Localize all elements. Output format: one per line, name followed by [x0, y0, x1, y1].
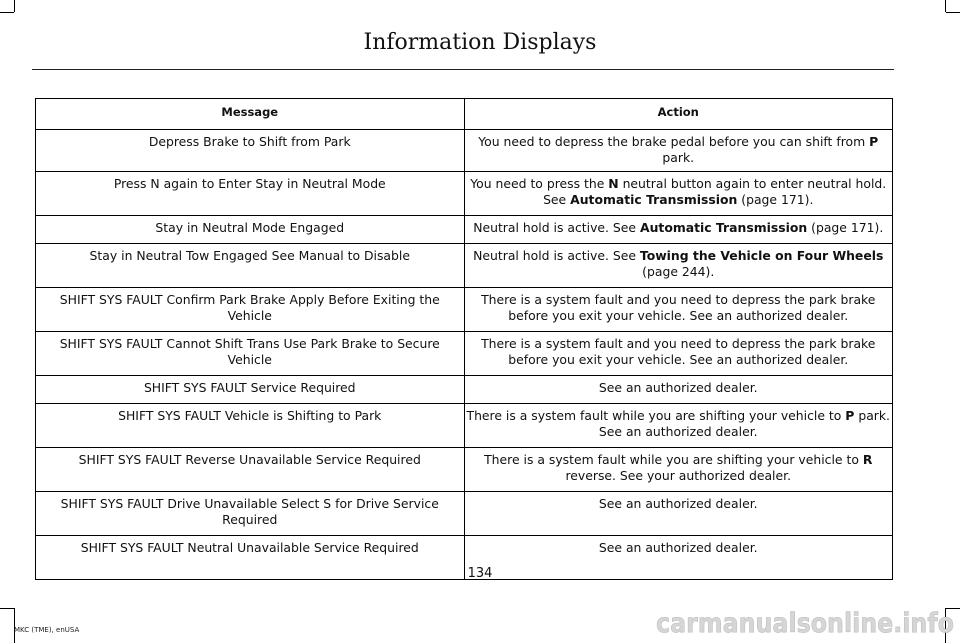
message-cell: Stay in Neutral Mode Engaged: [36, 216, 465, 244]
table-row: [36, 404, 893, 448]
table-header-row: [36, 99, 893, 130]
action-text: (page 244).: [642, 264, 715, 279]
message-cell: SHIFT SYS FAULT Vehicle is Shifting to Park: [36, 404, 465, 448]
crop-mark: [0, 12, 14, 13]
crop-mark: [14, 0, 15, 12]
action-text: See an authorized dealer.: [598, 540, 758, 555]
crop-mark: [0, 608, 14, 609]
action-cell: [464, 448, 893, 492]
table-row: [36, 172, 893, 216]
watermark-text: carmanualsonline.info: [656, 608, 954, 639]
action-cell: [464, 130, 893, 172]
action-text: See an authorized dealer.: [598, 496, 758, 511]
action-cell: [464, 288, 893, 332]
action-text: reverse. See your authorized dealer.: [565, 468, 792, 483]
header-message: Message: [36, 99, 465, 130]
action-emphasis: P: [869, 134, 879, 149]
page-title: Information Displays: [363, 30, 597, 55]
table-row: [36, 244, 893, 288]
crop-mark: [946, 12, 960, 13]
action-emphasis: P: [845, 408, 855, 423]
messages-table: [35, 98, 893, 580]
message-cell: Depress Brake to Shift from Park: [36, 130, 465, 172]
message-cell: SHIFT SYS FAULT Cannot Shift Trans Use Park Brake to Secure Vehicle: [36, 332, 465, 376]
message-cell: Press N again to Enter Stay in Neutral Mode: [36, 172, 465, 216]
page-number: 134: [467, 566, 493, 581]
watermark-logo: [656, 598, 956, 642]
crop-mark: [945, 0, 946, 12]
action-cell: [464, 216, 893, 244]
action-text: park. See an authorized dealer.: [598, 408, 890, 439]
action-cell: [464, 376, 893, 404]
action-cell: [464, 492, 893, 536]
action-text: (page 171).: [807, 220, 884, 235]
action-text: There is a system fault and you need to depress the park brake before you exit your vehicle. See an authorized dealer.: [481, 336, 876, 367]
message-cell: SHIFT SYS FAULT Neutral Unavailable Service Required: [36, 536, 465, 580]
table-row: [36, 216, 893, 244]
table-row: [36, 288, 893, 332]
action-text: Neutral hold is active. See: [473, 220, 640, 235]
action-text: neutral button again to enter neutral hold. See: [543, 176, 887, 207]
action-cell: [464, 244, 893, 288]
message-cell: SHIFT SYS FAULT Reverse Unavailable Service Required: [36, 448, 465, 492]
action-text: (page 171).: [737, 192, 814, 207]
action-text: Neutral hold is active. See: [473, 248, 640, 263]
table-row: [36, 130, 893, 172]
action-text: There is a system fault while you are shifting your vehicle to: [466, 408, 846, 423]
table-row: [36, 492, 893, 536]
action-text: You need to press the: [470, 176, 609, 191]
action-emphasis: Automatic Transmission: [570, 192, 738, 207]
action-text: There is a system fault while you are shifting your vehicle to: [484, 452, 863, 467]
table-row: [36, 448, 893, 492]
action-text: You need to depress the brake pedal before you can shift from: [478, 134, 870, 149]
message-cell: SHIFT SYS FAULT Service Required: [36, 376, 465, 404]
message-cell: SHIFT SYS FAULT Confirm Park Brake Apply Before Exiting the Vehicle: [36, 288, 465, 332]
footer-code: MKC (TME), enUSA: [14, 626, 80, 634]
table-row: [36, 376, 893, 404]
action-text: There is a system fault and you need to depress the park brake before you exit your vehicle. See an authorized dealer.: [481, 292, 876, 323]
action-cell: [464, 172, 893, 216]
action-cell: [464, 404, 893, 448]
header-action: Action: [464, 99, 893, 130]
message-cell: SHIFT SYS FAULT Drive Unavailable Select S for Drive Service Required: [36, 492, 465, 536]
action-emphasis: Automatic Transmission: [639, 220, 808, 235]
action-emphasis: R: [862, 452, 873, 467]
action-emphasis: Towing the Vehicle on Four Wheels: [639, 248, 884, 263]
action-text: See an authorized dealer.: [598, 380, 758, 395]
message-cell: Stay in Neutral Tow Engaged See Manual to Disable: [36, 244, 465, 288]
title-rule: [32, 69, 894, 70]
action-text: park.: [662, 150, 695, 165]
table-row: [36, 332, 893, 376]
action-emphasis: N: [608, 176, 619, 191]
action-cell: [464, 332, 893, 376]
